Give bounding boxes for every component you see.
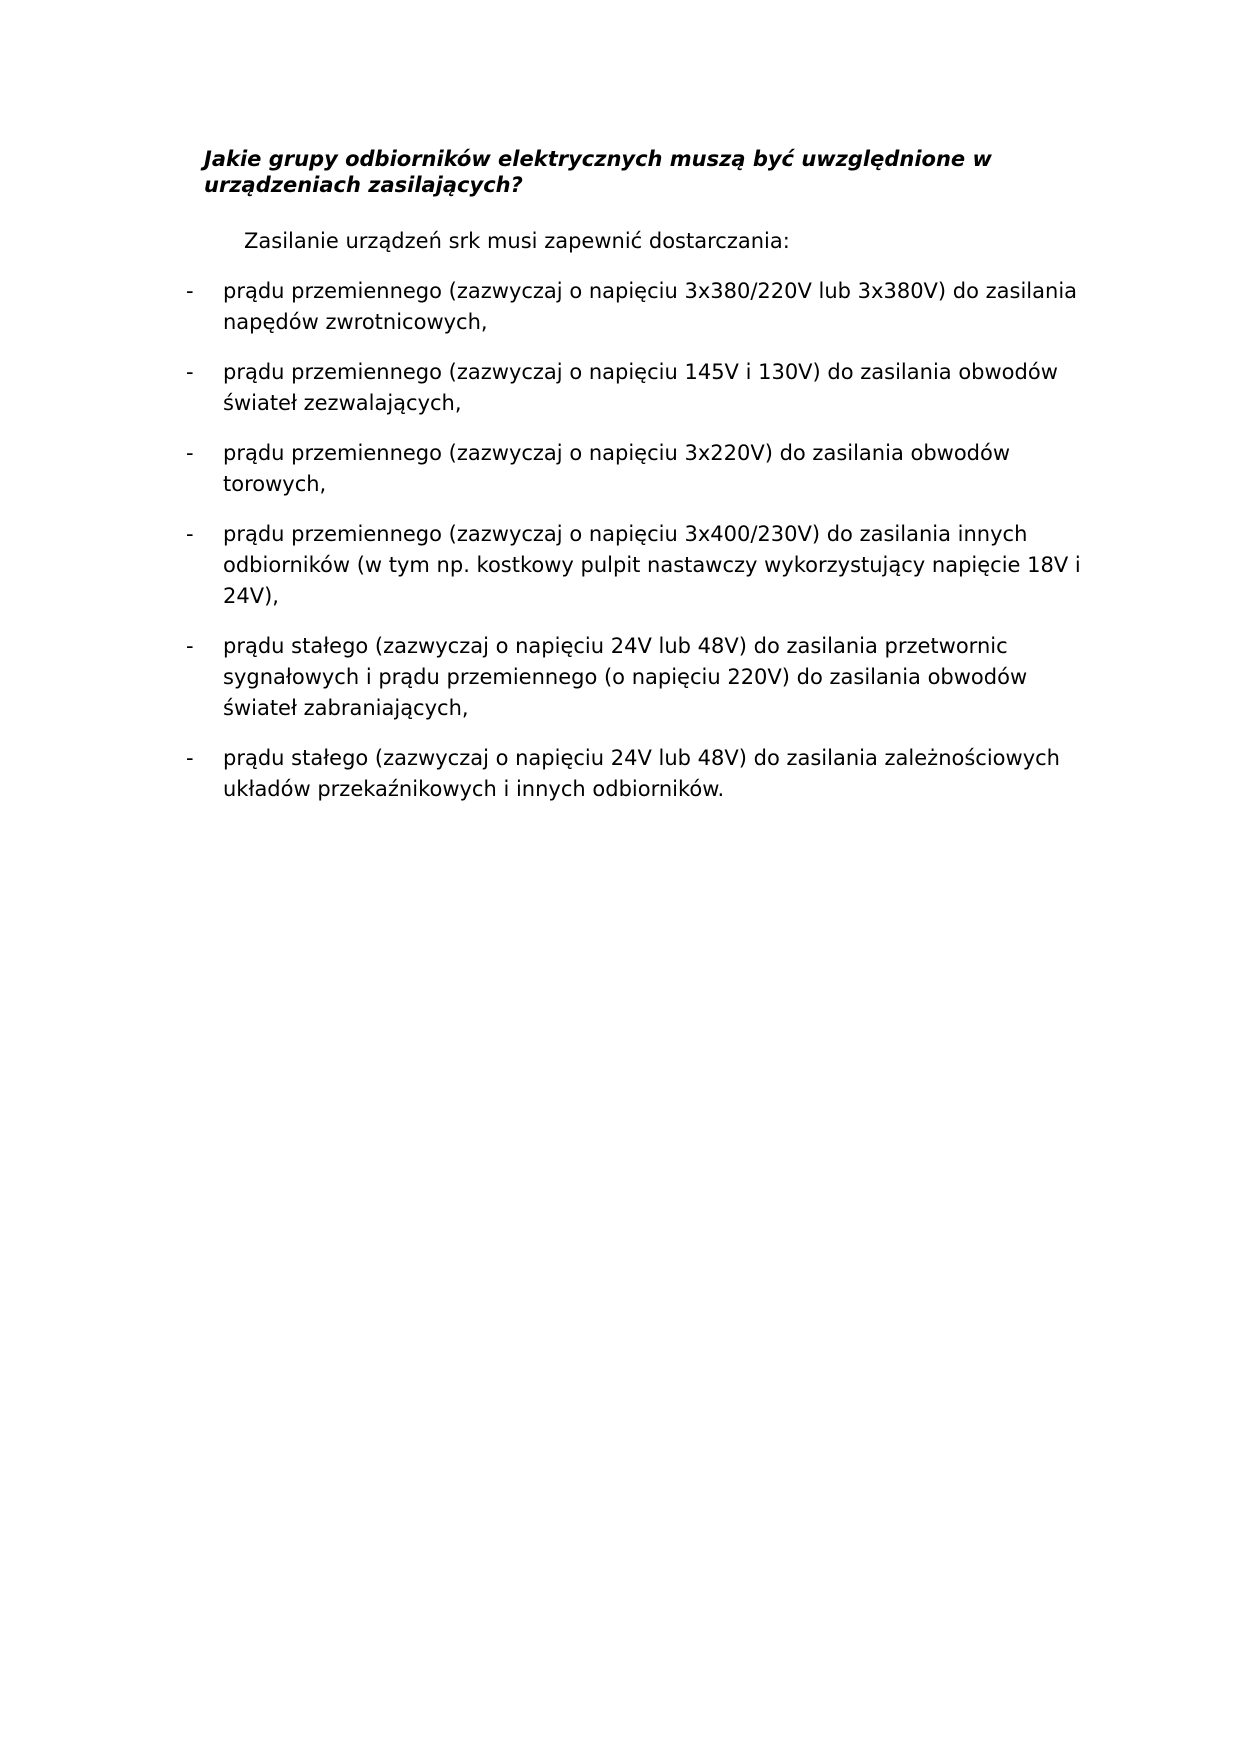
bullet-dash: - (186, 746, 194, 770)
list-item-text: prądu przemiennego (zazwyczaj o napięciu 145V i 130V) do zasilania obwodów świateł zezwalających, (223, 360, 1058, 415)
list-item (186, 357, 1106, 419)
list-item (186, 743, 1106, 805)
bullet-dash: - (186, 360, 194, 384)
bullet-dash: - (186, 279, 194, 303)
power-supply-list (186, 276, 1106, 824)
list-item-text: prądu przemiennego (zazwyczaj o napięciu 3x380/220V lub 3x380V) do zasilania napędów zwrotnicowych, (223, 279, 1078, 334)
question-title: Jakie grupy odbiorników elektrycznych muszą być uwzględnione w urządzeniach zasilających? (204, 147, 992, 197)
intro-paragraph: Zasilanie urządzeń srk musi zapewnić dostarczania: (244, 229, 790, 253)
list-item (186, 519, 1106, 612)
list-item-text: prądu przemiennego (zazwyczaj o napięciu 3x220V) do zasilania obwodów torowych, (223, 441, 1011, 496)
bullet-dash: - (186, 441, 194, 465)
bullet-dash: - (186, 634, 194, 658)
list-item (186, 276, 1106, 338)
list-item-text: prądu stałego (zazwyczaj o napięciu 24V lub 48V) do zasilania zależnościowych układów przekaźnikowych i innych odbiorników. (223, 746, 1060, 801)
list-item-text: prądu przemiennego (zazwyczaj o napięciu 3x400/230V) do zasilania innych odbiorników (w tym np. kostkowy pulpit nastawczy wykorzystujący napięcie 18V i 24V), (223, 522, 1081, 608)
list-item (186, 631, 1106, 724)
list-item (186, 438, 1106, 500)
bullet-dash: - (186, 522, 194, 546)
list-item-text: prądu stałego (zazwyczaj o napięciu 24V lub 48V) do zasilania przetwornic sygnałowych i prądu przemiennego (o napięciu 220V) do zasilania obwodów świateł zabraniających, (223, 634, 1028, 720)
